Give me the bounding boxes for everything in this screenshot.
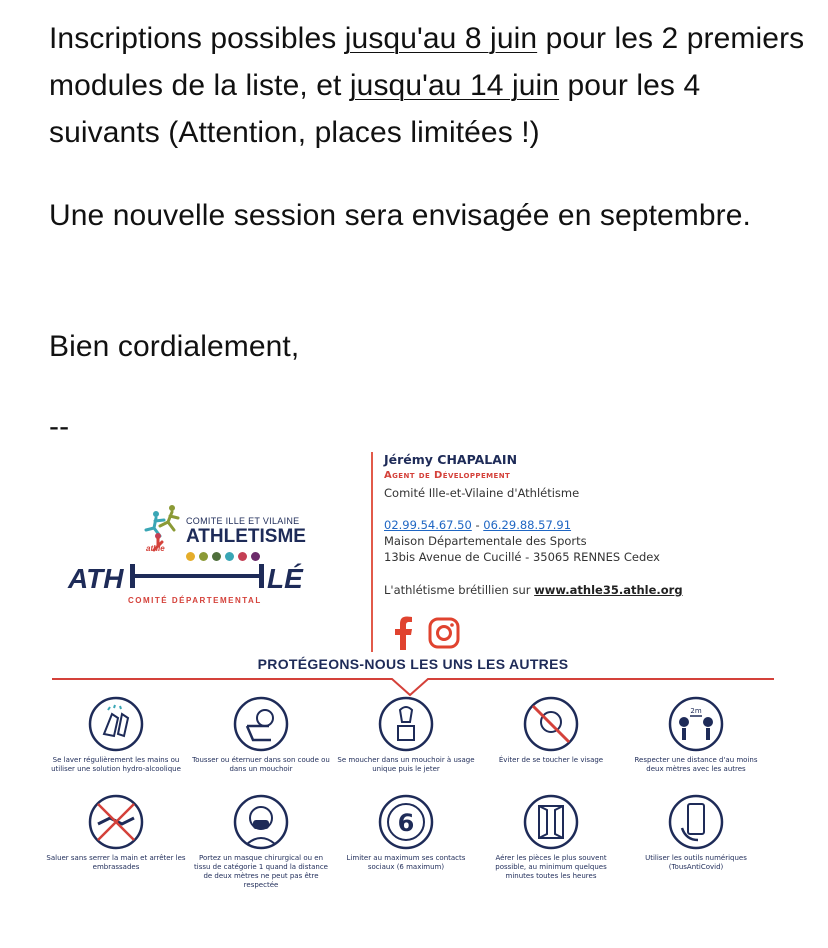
logo-small-text: COMITE ILLE ET VILAINE xyxy=(186,516,300,526)
contact-name: Jérémy CHAPALAIN xyxy=(384,452,518,467)
banner-tile xyxy=(191,696,331,774)
address-line-1: Maison Départementale des Sports xyxy=(384,534,587,549)
mask-icon xyxy=(233,794,289,850)
contact-role: Agent de Développement xyxy=(384,470,511,482)
svg-text:LÉ: LÉ xyxy=(267,563,303,594)
banner-tile-caption: Utiliser les outils numériques (TousAntiCovid) xyxy=(645,854,747,871)
phones xyxy=(384,517,683,533)
svg-text:6: 6 xyxy=(397,809,415,837)
text: pour les 4 suivants (Attention, places limitées !) xyxy=(49,69,701,149)
phone-link-1[interactable]: 02.99.54.67.50 xyxy=(384,517,472,532)
svg-text:2m: 2m xyxy=(690,707,702,715)
website-prefix: L'athlétisme brétillien sur xyxy=(384,582,535,597)
no-touch-face-icon xyxy=(523,696,579,752)
contact-info xyxy=(384,452,683,598)
phone-link-2[interactable]: 06.29.88.57.91 xyxy=(483,517,572,532)
address-line-2: 13bis Avenue de Cucillé - 35065 RENNES Cedex xyxy=(384,550,660,565)
banner-tile xyxy=(626,696,766,774)
facebook-icon[interactable] xyxy=(392,616,414,650)
phone-separator: - xyxy=(471,517,484,532)
banner-divider xyxy=(52,678,774,698)
contact-org: Comité Ille-et-Vilaine d'Athlétisme xyxy=(384,485,580,500)
paragraph-registration xyxy=(49,15,809,156)
banner-tile xyxy=(481,794,621,881)
banner-tile xyxy=(46,696,186,774)
banner-tile xyxy=(626,794,766,872)
banner-tile-caption: Saluer sans serrer la main et arrêter les embrassades xyxy=(46,854,186,871)
ventilate-icon xyxy=(523,794,579,850)
banner-tile-caption: Tousser ou éternuer dans son coude ou dans un mouchoir xyxy=(192,756,330,773)
website-line xyxy=(384,582,683,598)
banner-tile xyxy=(336,696,476,774)
phone-app-icon xyxy=(668,794,724,850)
date-link-14-juin[interactable]: jusqu'au 14 juin xyxy=(349,69,560,102)
social-links xyxy=(392,616,460,650)
banner-tile xyxy=(336,794,476,872)
banner-tile xyxy=(481,696,621,765)
logo-big-text: ATHLETISME xyxy=(186,526,306,547)
banner-tile-caption: Aérer les pièces le plus souvent possible, au minimum quelques minutes toutes les heures xyxy=(495,854,607,880)
email-signature xyxy=(52,446,774,656)
signature-separator: -- xyxy=(49,410,70,443)
logo-subtitle: COMITÉ DÉPARTEMENTAL xyxy=(128,596,262,605)
paragraph-session: Une nouvelle session sera envisagée en septembre. xyxy=(49,199,751,232)
banner-title: PROTÉGEONS-NOUS LES UNS LES AUTRES xyxy=(257,656,569,672)
no-handshake-icon xyxy=(88,794,144,850)
instagram-icon[interactable] xyxy=(428,617,460,649)
runners-logo-icon xyxy=(142,502,186,552)
signature-divider xyxy=(371,452,373,652)
banner-tile-caption: Éviter de se toucher le visage xyxy=(498,756,604,764)
banner-tile-caption: Se laver régulièrement les mains ou utiliser une solution hydro-alcoolique xyxy=(51,756,181,773)
logo xyxy=(62,496,352,606)
tissue-icon xyxy=(378,696,434,752)
svg-text:ATH: ATH xyxy=(68,563,124,594)
limit-contacts-icon xyxy=(378,794,434,850)
wash-hands-icon xyxy=(88,696,144,752)
banner-tile-caption: Portez un masque chirurgical ou en tissu de catégorie 1 quand la distance de deux mètres ne peut pas être respectée xyxy=(194,854,328,889)
text: Inscriptions possibles xyxy=(49,22,345,55)
banner-tile xyxy=(191,794,331,890)
covid-banner xyxy=(46,656,774,896)
banner-tile-caption: Respecter une distance d'au moins deux mètres avec les autres xyxy=(634,756,758,773)
banner-tile xyxy=(46,794,186,872)
svg-text:athle: athle xyxy=(146,544,165,552)
banner-tile-caption: Limiter au maximum ses contacts sociaux (6 maximum) xyxy=(346,854,466,871)
athle-wordmark xyxy=(62,560,352,594)
distance-icon xyxy=(668,696,724,752)
date-link-8-juin[interactable]: jusqu'au 8 juin xyxy=(344,22,538,55)
website-link[interactable]: www.athle35.athle.org xyxy=(534,582,683,597)
banner-tile-caption: Se moucher dans un mouchoir à usage unique puis le jeter xyxy=(337,756,475,773)
cough-elbow-icon xyxy=(233,696,289,752)
paragraph-closing: Bien cordialement, xyxy=(49,330,300,363)
text: pour les 2 premiers modules de la liste, et xyxy=(49,22,805,102)
